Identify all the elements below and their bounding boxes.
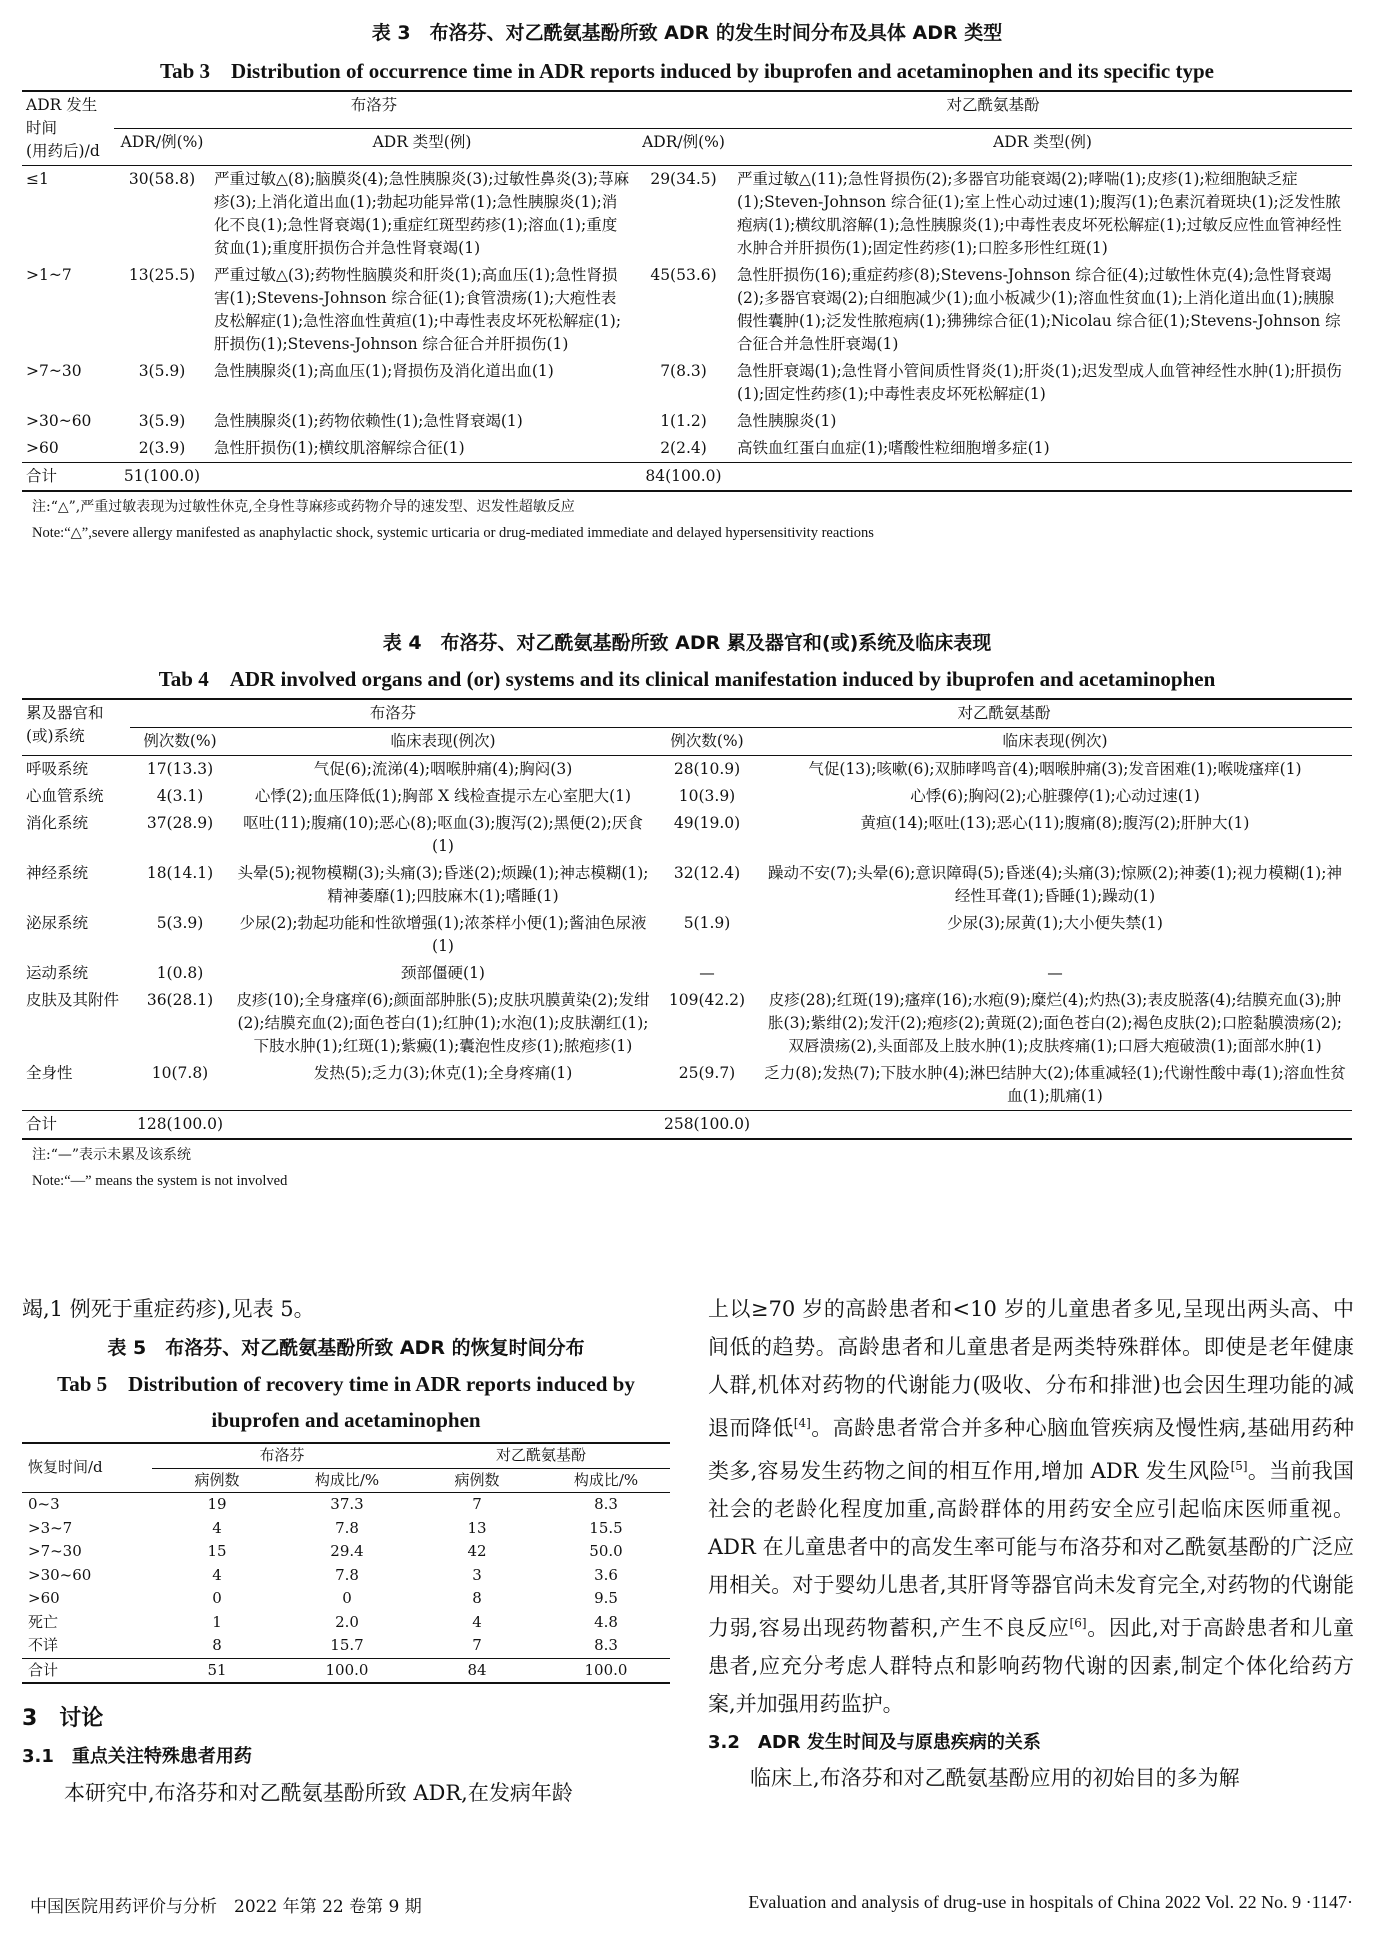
table5-time: 死亡 [28,1612,59,1631]
table5-ace-cases: 7 [472,1495,482,1513]
table4-note-en: Note:“—” means the system is not involved [32,1173,288,1189]
table4-ibu-manif: 颈部僵硬(1) [401,964,485,982]
table4-ace-count: — [699,964,715,982]
paragraph-text: 。当前我国社会的老龄化程度加重,高龄群体的用药安全应引起临床医师重视。ADR 在儿童患者中的高发生率可能与布洛芬和对乙酰氨基酚的广泛应用相关。对于婴幼儿患者,其肝肾等器官尚未发育完全,对药物的代谢能力弱,容易出现药物蓄积,产生不良反应 [708,1459,1355,1640]
table4-ibu-count: 36(28.1) [146,991,214,1009]
table5-ace-cases: 8 [472,1589,482,1607]
table5-sub-pct: 构成比/% [573,1470,639,1489]
table5-ace-cases: 42 [467,1542,487,1560]
table5-time: 0~3 [28,1495,60,1513]
paragraph-text: 上以≥70 岁的高龄患者和<10 岁的儿童患者多见,呈现出两头高、中间低的趋势。高龄患者和儿童患者是两类特殊群体。即使是老年健康人群,机体对药物的代谢能力(吸收、分布和排泄)也会因生理功能的减退而降低 [708,1297,1354,1440]
table3-total-label: 合计 [26,467,58,485]
table-row [22,435,1352,463]
table4-total-ibu: 128(100.0) [136,1115,224,1133]
table3-head-acetaminophen: 对乙酰氨基酚 [634,91,1352,129]
table4-system: 神经系统 [26,864,89,882]
table3-ibu-count: 2(3.9) [138,439,186,457]
table3-title-cn: 表 3 布洛芬、对乙酰氨基酚所致 ADR 的发生时间分布及具体 ADR 类型 [371,22,1003,44]
table4-ace-manif: 气促(13);咳嗽(6);双肺哮鸣音(4);咽喉肿痛(3);发音困难(1);喉咙瘙痒(1) [808,760,1302,778]
table-row [22,358,1352,408]
table-row [22,910,1352,960]
table4-ace-manif: 乏力(8);发热(7);下肢水肿(4);淋巴结肿大(2);体重减轻(1);代谢性酸中毒(1);溶血性贫血(1);肌痛(1) [764,1064,1346,1105]
table4 [22,698,1352,1140]
table3-ibu-count: 30(58.8) [128,170,196,188]
table5-ibu-pct: 15.7 [330,1636,364,1654]
table4-system: 呼吸系统 [26,760,89,778]
table5-ibu-pct: 0 [342,1589,352,1607]
table5-ace-cases: 84 [467,1660,487,1679]
table4-ace-count: 109(42.2) [668,991,746,1009]
table4-ace-manif: — [1047,964,1063,982]
table3-head-ibuprofen: 布洛芬 [114,91,634,129]
table4-ibu-count: 4(3.1) [156,787,204,805]
table5-ace-pct: 100.0 [584,1660,628,1679]
left-column [22,1290,670,1812]
table-row [22,1517,670,1541]
paragraph-text: 。因此,对于高龄患者和儿童患者,应充分考虑人群特点和影响药物代谢的因素,制定个体化给药方案,并加强用药监护。 [708,1616,1354,1716]
table3-title-en: Tab 3 Distribution of occurrence time in ADR reports induced by ibuprofen and acetaminophen and its specific type [160,59,1214,83]
table4-ibu-count: 37(28.9) [146,814,214,832]
table5-ibu-cases: 1 [212,1612,222,1631]
table4-ibu-count: 5(3.9) [156,914,204,932]
table-row [22,1634,670,1658]
table3-ace-type: 急性肝衰竭(1);急性肾小管间质性肾炎(1);肝炎(1);迟发型成人血管神经性水肿(1);肝损伤(1);固定性药疹(1);中毒性表皮坏死松解症(1) [737,362,1342,403]
table4-system: 全身性 [26,1064,73,1082]
table-row [22,860,1352,910]
table-total-row [22,463,1352,492]
table5-ibu-pct: 100.0 [325,1660,369,1679]
table5-head-ibuprofen: 布洛芬 [152,1443,412,1468]
table4-total-ace: 258(100.0) [663,1115,751,1133]
table3-ace-count: 45(53.6) [650,266,717,284]
table5-head-time: 恢复时间/d [22,1443,152,1493]
table5-ibu-pct: 7.8 [335,1518,359,1537]
table-row [22,166,1352,263]
table4-ibu-manif: 气促(6);流涕(4);咽喉肿痛(4);胸闷(3) [313,760,573,778]
table-row [22,960,1352,987]
table3-ace-type: 急性肝损伤(16);重症药疹(8);Stevens-Johnson 综合征(4);过敏性休克(4);急性肾衰竭(2);多器官衰竭(2);白细胞减少(1);血小板减少(1);溶血性贫血(1);上消化道出血(1);胰腺假性囊肿(1);泛发性脓疱病(1);狒狒综合征(1);Nicolau 综合征(1);Stevens-Johnson 综合征合并急性肝衰竭(1) [737,266,1341,353]
table3-ace-count: 29(34.5) [650,170,717,188]
table4-sub-count: 例次数(%) [670,732,744,750]
table5-ibu-cases: 0 [212,1589,222,1607]
table-total-row [22,1111,1352,1140]
table3-ibu-count: 13(25.5) [128,266,196,284]
table4-title-cn: 表 4 布洛芬、对乙酰氨基酚所致 ADR 累及器官和(或)系统及临床表现 [382,632,992,654]
table5-title-en: Tab 5 Distribution of recovery time in ADR reports induced by ibuprofen and acetaminophen [57,1372,635,1432]
table4-sub-count: 例次数(%) [143,732,217,750]
table-row [22,987,1352,1060]
table5-ace-cases: 4 [472,1612,482,1631]
paragraph-text: 。高龄患者常合并多种心脑血管疾病及慢性病,基础用药种类多,容易发生药物之间的相互作用,增加 ADR 发生风险 [708,1416,1354,1483]
table3-time: >7~30 [26,362,82,380]
table5-ibu-cases: 19 [207,1495,227,1513]
table4-total-label: 合计 [26,1115,58,1133]
table5-ibu-cases: 4 [212,1518,222,1537]
table3-ibu-type: 急性胰腺炎(1);高血压(1);肾损伤及消化道出血(1) [214,362,554,380]
table4-ibu-count: 1(0.8) [156,964,204,982]
table4-head-ibuprofen: 布洛芬 [130,699,656,728]
table4-ace-manif: 少尿(3);尿黄(1);大小便失禁(1) [947,914,1163,932]
table4-ace-manif: 心悸(6);胸闷(2);心脏骤停(1);心动过速(1) [910,787,1200,805]
table-total-row [22,1658,670,1683]
table5-ace-cases: 13 [467,1518,487,1537]
table5-ace-cases: 3 [472,1565,482,1584]
table4-system: 泌尿系统 [26,914,89,932]
table5-time: >7~30 [28,1542,82,1560]
table3-head-time: ADR 发生时间 [26,96,98,137]
table4-ibu-manif: 呕吐(11);腹痛(10);恶心(8);呕血(3);腹泻(2);黑便(2);厌食(1) [243,814,643,855]
table5-ibu-pct: 29.4 [330,1542,364,1560]
table4-sub-manif: 临床表现(例次) [390,732,496,750]
table4-ace-count: 49(19.0) [673,814,741,832]
table3-sub-type: ADR 类型(例) [372,133,472,152]
table-row [22,1564,670,1588]
table4-ibu-manif: 少尿(2);勃起功能和性欲增强(1);浓茶样小便(1);酱油色尿液(1) [239,914,647,955]
table5-ace-pct: 3.6 [594,1565,618,1584]
table4-ace-count: 5(1.9) [683,914,731,932]
table-row [22,1611,670,1635]
table-row [22,1493,670,1517]
table4-ibu-count: 10(7.8) [151,1064,209,1082]
table5-ace-pct: 8.3 [594,1636,618,1654]
paragraph [708,1290,1354,1723]
table4-head-acetaminophen: 对乙酰氨基酚 [656,699,1352,728]
table5-ibu-cases: 4 [212,1565,222,1584]
table5-time: 不详 [28,1636,59,1654]
table4-ibu-count: 18(14.1) [146,864,214,882]
table-row [22,810,1352,860]
table4-head-system-b: (或)系统 [26,727,85,745]
table5-sub-pct: 构成比/% [314,1470,380,1489]
table3-ibu-type: 急性肝损伤(1);横纹肌溶解综合征(1) [214,439,465,457]
footer-journal-en: Evaluation and analysis of drug-use in hospitals of China 2022 Vol. 22 No. 9 ·1147· [748,1892,1353,1912]
table4-note-cn: 注:“—”表示未累及该系统 [32,1147,192,1163]
carry-over-text: 竭,1 例死于重症药疹),见表 5。 [22,1297,315,1321]
subsection-title: 3.2 ADR 发生时间及与原患疾病的关系 [708,1732,1041,1753]
table-row [22,783,1352,810]
footer-journal-cn: 中国医院用药评价与分析 2022 年第 22 卷第 9 期 [30,1897,422,1917]
table5-ibu-cases: 8 [212,1636,222,1654]
table3-total-ace: 84(100.0) [645,467,722,485]
table3-note-en: Note:“△”,severe allergy manifested as anaphylactic shock, systemic urticaria or drug-mediated immediate and delayed hypersensitivity reactions [32,525,874,541]
table4-ibu-manif: 发热(5);乏力(3);休克(1);全身疼痛(1) [313,1064,573,1082]
table4-ace-manif: 皮疹(28);红斑(19);瘙痒(16);水疱(9);糜烂(4);灼热(3);表皮脱落(4);结膜充血(3);肿胀(3);紫绀(2);发汗(2);疱疹(2);黄斑(2);面色苍白(2);褐色皮肤(2);口腔黏膜溃疡(2);双唇溃疡(2),头面部及上肢水肿(1);皮肤疼痛(1);口唇大疱破溃(1);面部水肿(1) [768,991,1342,1055]
table3 [22,90,1352,492]
table3-ibu-count: 3(5.9) [138,362,186,380]
table4-system: 运动系统 [26,964,89,982]
table4-ace-manif: 躁动不安(7);头晕(6);意识障碍(5);昏迷(4);头痛(3);惊厥(2);神萎(1);视力模糊(1);神经性耳聋(1);昏睡(1);躁动(1) [768,864,1342,905]
table3-ace-count: 7(8.3) [660,362,707,380]
table4-ibu-manif: 头晕(5);视物模糊(3);头痛(3);昏迷(2);烦躁(1);神志模糊(1);精神萎靡(1);四肢麻木(1);嗜睡(1) [237,864,649,905]
table5-title-cn: 表 5 布洛芬、对乙酰氨基酚所致 ADR 的恢复时间分布 [107,1337,585,1359]
table5-time: >60 [28,1589,60,1607]
table4-title-en: Tab 4 ADR involved organs and (or) systems and its clinical manifestation induced by ibuprofen and acetaminophen [158,667,1216,691]
table-row [22,1587,670,1611]
table4-ace-count: 32(12.4) [673,864,741,882]
table5-ace-pct: 4.8 [594,1612,618,1631]
table5-ace-pct: 9.5 [594,1589,618,1607]
table5-ace-cases: 7 [472,1636,482,1654]
table3-time: >30~60 [26,412,92,430]
table5-sub-cases: 病例数 [454,1470,500,1489]
table-row [22,756,1352,784]
table3-note-cn: 注:“△”,严重过敏表现为过敏性休克,全身性荨麻疹或药物介导的速发型、迟发性超敏反应 [32,499,575,515]
table4-ace-manif: 黄疸(14);呕吐(13);恶心(11);腹痛(8);腹泻(2);肝肿大(1) [860,814,1250,832]
table5-ibu-cases: 15 [207,1542,227,1560]
table-row [22,1540,670,1564]
table4-head-system: 累及器官和 [26,704,104,722]
table5-ace-pct: 8.3 [594,1495,618,1513]
table5-head-acetaminophen: 对乙酰氨基酚 [412,1443,670,1468]
table3-head-time-unit: (用药后)/d [26,142,100,160]
table5-ibu-pct: 37.3 [330,1495,364,1513]
table5-time: >3~7 [28,1518,73,1537]
citation[interactable]: [4] [793,1416,811,1430]
table5-ibu-pct: 7.8 [335,1565,359,1584]
table3-sub-type: ADR 类型(例) [993,133,1092,152]
table5-ibu-cases: 51 [207,1660,227,1679]
table4-ibu-manif: 皮疹(10);全身瘙痒(6);颜面部肿胀(5);皮肤巩膜黄染(2);发绀(2);结膜充血(2);面色苍白(1);红肿(1);水泡(1);皮肤潮红(1);下肢水肿(1);红斑(1);紫癜(1);囊泡性皮疹(1);脓疱疹(1) [236,991,650,1055]
table3-block [22,18,1352,546]
table3-ace-type: 高铁血红蛋白血症(1);嗜酸性粒细胞增多症(1) [737,439,1050,457]
table5 [22,1442,670,1684]
table3-time: >1~7 [26,266,72,284]
table3-time: >60 [26,439,59,457]
table4-ace-count: 10(3.9) [678,787,736,805]
table3-time: ≤1 [26,170,49,188]
table4-system: 皮肤及其附件 [26,991,120,1009]
table4-ibu-manif: 心悸(2);血压降低(1);胸部 X 线检查提示左心室肥大(1) [254,787,632,805]
table-row [22,408,1352,435]
table4-ace-count: 28(10.9) [673,760,741,778]
table3-ibu-type: 严重过敏△(3);药物性脑膜炎和肝炎(1);高血压(1);急性肾损害(1);Stevens-Johnson 综合征(1);食管溃疡(1);大疱性表皮松解症(1);急性溶血性黄疸(1);中毒性表皮坏死松解症(1);肝损伤(1);Stevens-Johnson 综合征合并肝损伤(1) [214,266,622,353]
table4-system: 心血管系统 [26,787,104,805]
table3-ace-type: 严重过敏△(11);急性肾损伤(2);多器官功能衰竭(2);哮喘(1);皮疹(1);粒细胞缺乏症(1);Steven-Johnson 综合征(1);室上性心动过速(1);腹泻(1);色素沉着斑块(1);泛发性脓疱病(1);横纹肌溶解(1);急性胰腺炎(1);中毒性表皮坏死松解症(1);过敏反应性血管神经性水肿合并肝损伤(1);固定性药疹(1);口腔多形性红斑(1) [737,170,1342,257]
table4-system: 消化系统 [26,814,89,832]
table5-time: 合计 [28,1660,59,1679]
table3-sub-count: ADR/例(%) [120,133,204,152]
table5-ibu-pct: 2.0 [335,1612,359,1631]
table3-total-ibu: 51(100.0) [123,467,201,485]
paragraph: 临床上,布洛芬和对乙酰氨基酚应用的初始目的多为解 [750,1766,1240,1790]
right-column [708,1290,1354,1797]
table-row [22,1060,1352,1111]
table5-time: >30~60 [28,1565,92,1584]
table-row [22,262,1352,358]
paragraph: 本研究中,布洛芬和对乙酰氨基酚所致 ADR,在发病年龄 [64,1781,573,1805]
table5-ace-pct: 15.5 [589,1518,623,1537]
table5-sub-cases: 病例数 [194,1470,240,1489]
table3-ibu-type: 急性胰腺炎(1);药物依赖性(1);急性肾衰竭(1) [214,412,523,430]
table5-ace-pct: 50.0 [589,1542,623,1560]
table3-ace-count: 1(1.2) [660,412,707,430]
citation[interactable]: [6] [1069,1616,1087,1630]
table4-sub-manif: 临床表现(例次) [1002,732,1108,750]
table3-sub-count: ADR/例(%) [642,133,725,152]
table3-ibu-type: 严重过敏△(8);脑膜炎(4);急性胰腺炎(3);过敏性鼻炎(3);荨麻疹(3);上消化道出血(1);勃起功能异常(1);急性胰腺炎(1);消化不良(1);急性肾衰竭(1);重症红斑型药疹(1);溶血(1);重度贫血(1);重度肝损伤合并急性肾衰竭(1) [214,170,630,257]
table4-block [22,628,1352,1194]
table4-ace-count: 25(9.7) [678,1064,736,1082]
table4-ibu-count: 17(13.3) [146,760,214,778]
table3-ace-type: 急性胰腺炎(1) [737,412,837,430]
table3-ibu-count: 3(5.9) [138,412,186,430]
section-title: 3 讨论 [22,1706,104,1731]
table3-ace-count: 2(2.4) [660,439,707,457]
citation[interactable]: [5] [1230,1459,1248,1473]
subsection-title: 3.1 重点关注特殊患者用药 [22,1746,252,1767]
